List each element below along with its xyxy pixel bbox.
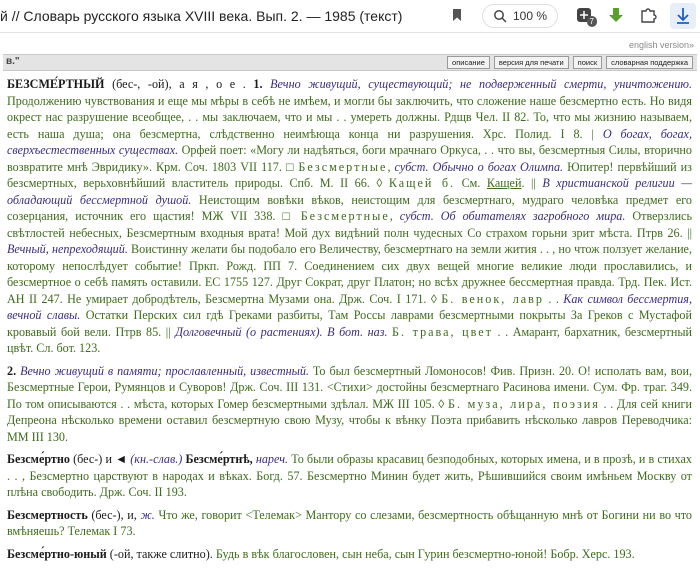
grammar-note: (бес-) и ◄ [69,452,131,466]
definition: Вечно живущий в памяти; прославленный, известный. [16,363,309,378]
nav-prefix: в." [6,56,20,67]
phrase: Кащей б. [388,176,456,190]
entry-headword: Безсме́ртно [7,452,70,466]
citation: , [387,159,395,174]
citation: Остатки Перских сил гдѣ Греками разбиты, Там Россы лаврами безсмертными покрыты За Греков с Мустафой кровавый бой вели. Птрв 85. || [7,308,692,339]
citation: . . [543,291,564,306]
zoom-indicator[interactable] [482,4,558,28]
search-zoom-icon [493,9,507,23]
download-button[interactable] [670,3,696,29]
citation: То были образы красавиц безподобных, которых имена, и в прозѣ, и в стихах . . , Безсмертно царствуют в народах и вѣках. Богд. 57. Безсмертно Минин будет жить, Рѣшившийся своим имѣньем Москву от плѣна свободить. Држ. Соч. II 193. [7,452,692,499]
grammar-note: (бес-, -ой), а я , о е . [104,77,254,91]
sense-number: 2. [7,363,17,378]
definition: (кн.-слав.) [130,452,183,466]
citation: Продолжению чувствования и еще мы мѣры в себѣ не имѣем, и могли бы заключить, что сложение наше безсмертно есть. Но видя окрест нас разрушение всеобщее, . . мы заключаем, что и мы . . умереть должны. Рдщв Чел. II 82. То, что мы жизнию называем, есть наша душа; она безсмертна, слѣдственно неимѣюща конца ни разрушения. Хрс. Полид. I 8. | [7,93,692,141]
browser-toolbar [0,0,700,33]
sense-number: 1. [253,77,263,91]
phrase: Безсмертные [298,159,388,174]
bookmark-icon[interactable] [452,8,462,22]
citation: . . Для сей книги Депреона нѣсколько времени оставил безсмертную свою Музу, чтобы к вѣнку Поэта прибавить нѣсколько лавров Переводчика: ММ III 130. [7,396,692,444]
citation: . || [521,176,543,190]
grammar-note: (-ой, также слитно). [106,546,213,561]
nav-buttons [447,56,693,69]
download-icon [675,7,691,25]
citation: Юпитер! первѣйший из безсмертных, верьховнѣйший властитель природы. Спб. М. II 66. ◊ [7,159,692,190]
phrase: Б. трава, цвет [392,324,493,339]
entry-bezsmertnyj-2 [7,363,692,446]
definition: Как символ бессмертия, вечной славы. [7,291,692,322]
phrase: Б. венок, лавр [441,291,544,306]
entry-headword: Безсмертность [7,507,88,522]
cross-reference-link[interactable]: Кащей [486,176,522,190]
citation: Будь в вѣк благословен, сын неба, сын Гурин безсмертно-юной! Бобр. Херс. 193. [212,546,635,561]
english-version-link[interactable]: english version» [628,40,694,50]
phrase: Б. муза, лира, поэзия [447,396,600,411]
description-button[interactable]: описание [447,56,490,69]
zoom-level: 100 % [513,9,548,23]
entry-bezsmertnost [7,507,692,540]
grammar-note: (бес-), и, [87,507,141,522]
extensions-puzzle-icon[interactable] [638,5,658,25]
definition: Вечно живущий, существующий; не подверженный смерти, уничтожению. [262,77,692,91]
definition: Долговечный (о растениях). В бот. наз. [175,324,388,339]
citation: Отверзлись свѣтлостей небесных, Безсмертным входныя врата! Мой дух видѣний полн чудесных Со страхом горьни зрит мѣста. Птрв 26. || [7,209,692,240]
citation: См. [455,176,487,190]
extension-badge: 7 [587,16,597,27]
citation: Неистощим вовѣки вѣков, неистощим для безсмертнаго, мудраго человѣка предмет его созерцания, источник его щастия! МЖ VII 338. □ [7,192,692,223]
entry-bezsmertno [7,451,692,501]
dictionary-content [7,76,692,568]
definition: О богах, богах, сверхъестественных существах. [7,126,692,157]
definition: ж. [140,507,155,522]
citation: Что же, говорит <Телемак> Мантору со слезами, безсмертность обѣщанную мнѣ от Богини ни во что вмѣняешь? Телемак I 73. [7,507,692,538]
phrase: Безсмертные [300,209,390,223]
address-bar-title[interactable]: й // Словарь русского языка XVIII века. Вып. 2. — 1985 (текст) [0,8,403,24]
download-arrow-icon[interactable] [606,5,626,25]
citation: То был безсмертный Ломоносов! Фив. Призн. 20. О! исполать вам, вои, Безсмертные Герои, Румянцов и Суворов! Држ. Соч. III 131. <Стихи> достойны безсмертнаго Расинова имени. Сум. Фр. траг. 349. По том описываются . . мѣста, которых Гомер безсмертными здѣлал. МЖ III 105. ◊ [7,363,692,411]
search-button[interactable]: поиск [573,56,602,69]
definition: Вечный, непреходящий. [7,242,128,256]
citation: . . Амарант, бархатник, безсмертный цвѣт. Сл. бот. 123. [7,324,693,355]
definition: субст. Об обитателях загробного мира. [399,209,626,223]
entry-headword: Безсме́ртнѣ, [182,452,253,466]
entry-headword: БЕЗСМЕ́РТНЫЙ [7,77,105,91]
site-nav-bar [3,54,697,71]
entry-headword: Безсме́ртно-юный [7,546,107,561]
extension-icon[interactable] [574,5,594,25]
citation: Орфей поет: «Могу ли надѣяться, боги мрачнаго Оркуса, . . что вы, безсмертныя Силы, вторично возвратите мнѣ Эвридику». Крм. Соч. 1803 VII 117. □ [7,143,692,174]
definition: нареч. [252,452,289,466]
dictionary-support-button[interactable]: словарная поддержка [606,56,693,69]
entry-bezsmertno-yunyj [7,546,692,563]
citation: Воистинну желати бы подобало его Величеству, безсмертнаго на земли жития . . , но чтож ползует желание, которому непослѣдует событие! Пркп. Рожд. ПП 7. Соединением сих двух вещей многие великие люди прославились, и безсмертное о себѣ память оставили. ЕС 1755 127. Друг Сократ, друг Платон; но всѣх дружнее бессмертная правда. Трд. Пек. Ист. АН II 247. Не умирает добродѣтель, Безсмертна Музами она. Држ. Соч. I 171. ◊ [7,242,692,306]
definition: В христианской религии — обладающий бессмертной душой. [7,176,692,207]
definition: субст. Обычно о богах Олимпа. [394,159,564,174]
entry-bezsmertnyj-1 [7,76,692,357]
citation: , [389,209,400,223]
print-version-button[interactable]: версия для печати [494,56,569,69]
